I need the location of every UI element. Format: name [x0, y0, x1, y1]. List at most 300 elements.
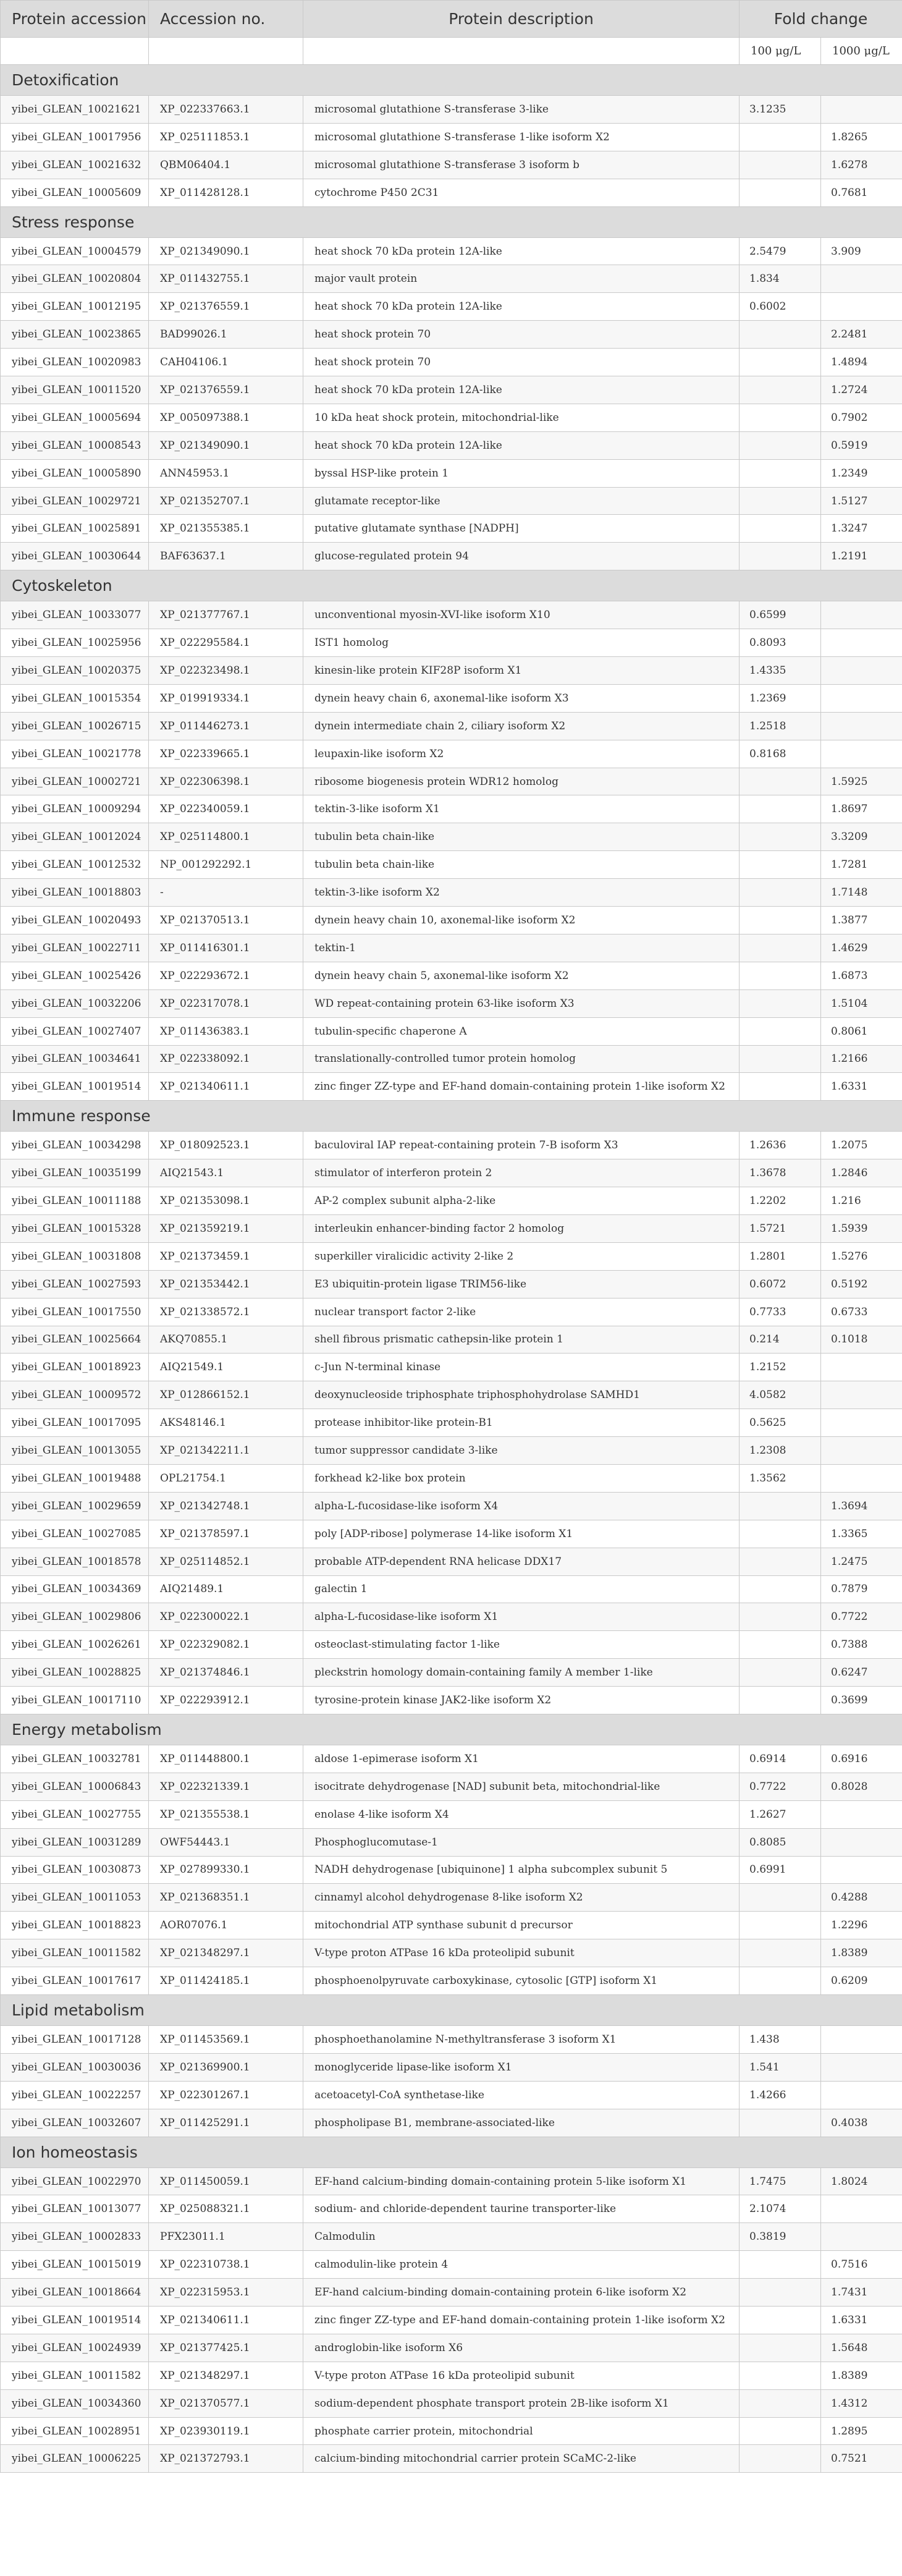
cell-accession: yibei_GLEAN_10025956: [1, 629, 149, 657]
cell-accession-no: XP_021377425.1: [149, 2334, 303, 2362]
table-row: [1, 1800, 902, 1828]
table-row: [1, 1381, 902, 1409]
cell-fold-1000: [821, 712, 902, 740]
table-row: [1, 1073, 902, 1101]
cell-fold-1000: 1.5104: [821, 989, 902, 1017]
cell-description: AP-2 complex subunit alpha-2-like: [303, 1187, 740, 1215]
cell-fold-100: [740, 179, 821, 206]
cell-fold-1000: 0.7388: [821, 1631, 902, 1659]
cell-description: enolase 4-like isoform X4: [303, 1800, 740, 1828]
cell-accession-no: -: [149, 879, 303, 907]
table-header: [1, 1, 902, 65]
cell-fold-100: 1.438: [740, 2026, 821, 2054]
cell-accession: yibei_GLEAN_10009572: [1, 1381, 149, 1409]
cell-fold-100: 0.5625: [740, 1409, 821, 1437]
cell-description: tektin-3-like isoform X1: [303, 795, 740, 823]
section-title: Immune response: [1, 1101, 902, 1132]
cell-fold-100: [740, 934, 821, 962]
cell-fold-100: [740, 459, 821, 487]
cell-fold-100: 2.1074: [740, 2195, 821, 2223]
cell-fold-1000: 0.6209: [821, 1967, 902, 1995]
cell-fold-100: [740, 851, 821, 879]
cell-accession-no: XP_021374846.1: [149, 1659, 303, 1687]
cell-accession: yibei_GLEAN_10019488: [1, 1464, 149, 1492]
table-row: [1, 487, 902, 515]
cell-description: forkhead k2-like box protein: [303, 1464, 740, 1492]
cell-fold-100: [740, 376, 821, 404]
cell-accession: yibei_GLEAN_10017110: [1, 1687, 149, 1714]
cell-fold-1000: 1.3694: [821, 1492, 902, 1520]
cell-description: calcium-binding mitochondrial carrier protein SCaMC-2-like: [303, 2445, 740, 2473]
cell-fold-1000: 1.4629: [821, 934, 902, 962]
cell-accession-no: XP_021376559.1: [149, 376, 303, 404]
cell-fold-1000: 0.8028: [821, 1773, 902, 1800]
cell-description: translationally-controlled tumor protein homolog: [303, 1045, 740, 1073]
table-row: [1, 515, 902, 543]
cell-fold-1000: [821, 1856, 902, 1884]
table-row: [1, 795, 902, 823]
header-protein-accession: Protein accession: [1, 1, 149, 38]
cell-accession: yibei_GLEAN_10030873: [1, 1856, 149, 1884]
cell-description: heat shock 70 kDa protein 12A-like: [303, 293, 740, 321]
cell-description: phospholipase B1, membrane-associated-like: [303, 2109, 740, 2137]
cell-fold-100: [740, 2334, 821, 2362]
cell-accession-no: XP_011453569.1: [149, 2026, 303, 2054]
table-row: [1, 1856, 902, 1884]
cell-fold-1000: [821, 629, 902, 657]
table-row: [1, 712, 902, 740]
cell-fold-100: 1.834: [740, 265, 821, 293]
cell-accession: yibei_GLEAN_10017956: [1, 123, 149, 151]
section-title: Cytoskeleton: [1, 570, 902, 601]
cell-fold-1000: [821, 657, 902, 685]
section-title: Stress response: [1, 206, 902, 237]
table-row: [1, 1242, 902, 1270]
cell-fold-100: 1.3562: [740, 1464, 821, 1492]
cell-accession: yibei_GLEAN_10020493: [1, 907, 149, 934]
cell-fold-100: [740, 1967, 821, 1995]
cell-accession-no: XP_022315953.1: [149, 2279, 303, 2307]
cell-description: pleckstrin homology domain-containing family A member 1-like: [303, 1659, 740, 1687]
cell-fold-100: [740, 1659, 821, 1687]
table-row: [1, 1575, 902, 1603]
table-row: [1, 2334, 902, 2362]
cell-fold-100: [740, 2279, 821, 2307]
cell-fold-100: [740, 795, 821, 823]
cell-accession: yibei_GLEAN_10021778: [1, 740, 149, 768]
cell-fold-100: [740, 515, 821, 543]
header-accession-no: Accession no.: [149, 1, 303, 38]
cell-accession-no: XP_022295584.1: [149, 629, 303, 657]
cell-fold-1000: 1.2724: [821, 376, 902, 404]
cell-accession: yibei_GLEAN_10012024: [1, 823, 149, 851]
cell-fold-1000: [821, 1464, 902, 1492]
cell-description: 10 kDa heat shock protein, mitochondrial-like: [303, 404, 740, 431]
cell-accession-no: XP_021370577.1: [149, 2389, 303, 2417]
cell-accession: yibei_GLEAN_10005609: [1, 179, 149, 206]
cell-accession-no: CAH04106.1: [149, 349, 303, 376]
cell-accession: yibei_GLEAN_10012532: [1, 851, 149, 879]
cell-fold-1000: 1.7148: [821, 879, 902, 907]
cell-fold-100: 0.6914: [740, 1745, 821, 1773]
subheader-dose-1000: 1000 μg/L: [821, 38, 902, 65]
cell-fold-100: 0.6991: [740, 1856, 821, 1884]
cell-fold-100: [740, 1631, 821, 1659]
cell-fold-1000: 1.4894: [821, 349, 902, 376]
cell-accession-no: XP_018092523.1: [149, 1132, 303, 1159]
cell-accession: yibei_GLEAN_10006843: [1, 1773, 149, 1800]
cell-fold-100: [740, 823, 821, 851]
cell-fold-1000: 1.2475: [821, 1548, 902, 1575]
cell-description: dynein heavy chain 5, axonemal-like isoform X2: [303, 962, 740, 989]
table-row: [1, 1745, 902, 1773]
table-row: [1, 376, 902, 404]
cell-fold-100: [740, 404, 821, 431]
cell-fold-100: 0.8168: [740, 740, 821, 768]
cell-fold-1000: 1.8265: [821, 123, 902, 151]
table-row: [1, 1548, 902, 1575]
cell-fold-100: [740, 1939, 821, 1967]
cell-description: interleukin enhancer-binding factor 2 homolog: [303, 1214, 740, 1242]
cell-accession: yibei_GLEAN_10033077: [1, 601, 149, 629]
cell-accession-no: BAF63637.1: [149, 543, 303, 570]
cell-fold-1000: 1.7431: [821, 2279, 902, 2307]
table-row: [1, 907, 902, 934]
table-row: [1, 321, 902, 349]
cell-accession: yibei_GLEAN_10005890: [1, 459, 149, 487]
cell-description: baculoviral IAP repeat-containing protein 7-B isoform X3: [303, 1132, 740, 1159]
cell-fold-1000: [821, 2053, 902, 2081]
cell-fold-1000: [821, 96, 902, 124]
cell-fold-1000: [821, 1828, 902, 1856]
cell-fold-1000: [821, 2195, 902, 2223]
cell-accession: yibei_GLEAN_10029806: [1, 1603, 149, 1631]
cell-accession-no: OPL21754.1: [149, 1464, 303, 1492]
cell-accession: yibei_GLEAN_10022970: [1, 2167, 149, 2195]
cell-accession-no: QBM06404.1: [149, 151, 303, 179]
cell-accession-no: XP_021349090.1: [149, 237, 303, 265]
cell-accession-no: NP_001292292.1: [149, 851, 303, 879]
cell-accession: yibei_GLEAN_10006225: [1, 2445, 149, 2473]
section-header-row: [1, 1101, 902, 1132]
cell-accession: yibei_GLEAN_10018823: [1, 1912, 149, 1939]
table-row: [1, 2417, 902, 2445]
cell-accession-no: AKQ70855.1: [149, 1326, 303, 1354]
table-row: [1, 265, 902, 293]
cell-description: cinnamyl alcohol dehydrogenase 8-like isoform X2: [303, 1884, 740, 1912]
cell-description: probable ATP-dependent RNA helicase DDX17: [303, 1548, 740, 1575]
table-row: [1, 1828, 902, 1856]
cell-description: dynein intermediate chain 2, ciliary isoform X2: [303, 712, 740, 740]
cell-accession-no: XP_022293672.1: [149, 962, 303, 989]
table-row: [1, 629, 902, 657]
cell-accession-no: XP_021373459.1: [149, 1242, 303, 1270]
cell-fold-100: 4.0582: [740, 1381, 821, 1409]
cell-accession-no: XP_011446273.1: [149, 712, 303, 740]
cell-description: heat shock protein 70: [303, 349, 740, 376]
cell-fold-100: 1.2627: [740, 1800, 821, 1828]
cell-fold-100: 1.2308: [740, 1437, 821, 1465]
cell-description: dynein heavy chain 10, axonemal-like isoform X2: [303, 907, 740, 934]
table-row: [1, 349, 902, 376]
cell-description: V-type proton ATPase 16 kDa proteolipid subunit: [303, 1939, 740, 1967]
cell-fold-1000: 1.2166: [821, 1045, 902, 1073]
cell-fold-1000: 0.5919: [821, 431, 902, 459]
table-row: [1, 934, 902, 962]
cell-fold-100: [740, 1603, 821, 1631]
cell-accession: yibei_GLEAN_10024939: [1, 2334, 149, 2362]
cell-fold-1000: [821, 601, 902, 629]
cell-fold-1000: 1.5648: [821, 2334, 902, 2362]
cell-description: IST1 homolog: [303, 629, 740, 657]
cell-accession-no: AIQ21543.1: [149, 1159, 303, 1187]
cell-accession: yibei_GLEAN_10021621: [1, 96, 149, 124]
cell-fold-1000: 1.3877: [821, 907, 902, 934]
cell-description: V-type proton ATPase 16 kDa proteolipid subunit: [303, 2362, 740, 2389]
cell-accession-no: BAD99026.1: [149, 321, 303, 349]
cell-description: zinc finger ZZ-type and EF-hand domain-containing protein 1-like isoform X2: [303, 2307, 740, 2334]
cell-accession: yibei_GLEAN_10002721: [1, 768, 149, 795]
table-row: [1, 293, 902, 321]
cell-description: sodium-dependent phosphate transport protein 2B-like isoform X1: [303, 2389, 740, 2417]
cell-fold-1000: 1.5276: [821, 1242, 902, 1270]
cell-accession-no: OWF54443.1: [149, 1828, 303, 1856]
cell-accession: yibei_GLEAN_10030036: [1, 2053, 149, 2081]
cell-accession: yibei_GLEAN_10017128: [1, 2026, 149, 2054]
cell-fold-100: 3.1235: [740, 96, 821, 124]
table-body: [1, 65, 902, 2473]
cell-accession: yibei_GLEAN_10032781: [1, 1745, 149, 1773]
cell-description: major vault protein: [303, 265, 740, 293]
cell-accession: yibei_GLEAN_10013055: [1, 1437, 149, 1465]
cell-accession: yibei_GLEAN_10029659: [1, 1492, 149, 1520]
table-row: [1, 601, 902, 629]
cell-accession-no: XP_022310738.1: [149, 2251, 303, 2279]
table-row: [1, 2081, 902, 2109]
cell-fold-100: [740, 2251, 821, 2279]
table-row: [1, 459, 902, 487]
cell-fold-100: 0.6002: [740, 293, 821, 321]
cell-accession: yibei_GLEAN_10011582: [1, 2362, 149, 2389]
cell-accession-no: XP_022338092.1: [149, 1045, 303, 1073]
cell-description: superkiller viralicidic activity 2-like 2: [303, 1242, 740, 1270]
cell-accession: yibei_GLEAN_10034360: [1, 2389, 149, 2417]
cell-description: acetoacetyl-CoA synthetase-like: [303, 2081, 740, 2109]
cell-accession: yibei_GLEAN_10004579: [1, 237, 149, 265]
cell-description: byssal HSP-like protein 1: [303, 459, 740, 487]
cell-accession-no: XP_022323498.1: [149, 657, 303, 685]
cell-description: tektin-3-like isoform X2: [303, 879, 740, 907]
table-row: [1, 1631, 902, 1659]
header-fold-change: Fold change: [740, 1, 902, 38]
cell-description: nuclear transport factor 2-like: [303, 1298, 740, 1326]
cell-accession: yibei_GLEAN_10022711: [1, 934, 149, 962]
cell-fold-1000: 1.8024: [821, 2167, 902, 2195]
table-row: [1, 823, 902, 851]
cell-description: leupaxin-like isoform X2: [303, 740, 740, 768]
subheader-empty-1: [1, 38, 149, 65]
table-row: [1, 962, 902, 989]
cell-fold-100: [740, 907, 821, 934]
cell-accession-no: XP_025114800.1: [149, 823, 303, 851]
section-title: Ion homeostasis: [1, 2137, 902, 2167]
cell-accession-no: AKS48146.1: [149, 1409, 303, 1437]
cell-description: microsomal glutathione S-transferase 3-like: [303, 96, 740, 124]
cell-accession: yibei_GLEAN_10034369: [1, 1575, 149, 1603]
cell-accession: yibei_GLEAN_10022257: [1, 2081, 149, 2109]
cell-fold-100: [740, 2389, 821, 2417]
table-row: [1, 1298, 902, 1326]
table-row: [1, 1687, 902, 1714]
table-row: [1, 1159, 902, 1187]
cell-accession-no: XP_022337663.1: [149, 96, 303, 124]
cell-fold-100: [740, 1884, 821, 1912]
cell-accession: yibei_GLEAN_10031289: [1, 1828, 149, 1856]
cell-fold-1000: 0.7516: [821, 2251, 902, 2279]
cell-fold-100: [740, 1045, 821, 1073]
cell-fold-1000: 1.8389: [821, 1939, 902, 1967]
cell-accession: yibei_GLEAN_10025664: [1, 1326, 149, 1354]
section-title: Lipid metabolism: [1, 1995, 902, 2026]
table-row: [1, 2053, 902, 2081]
cell-fold-100: 1.2518: [740, 712, 821, 740]
cell-description: zinc finger ZZ-type and EF-hand domain-containing protein 1-like isoform X2: [303, 1073, 740, 1101]
cell-accession-no: XP_021352707.1: [149, 487, 303, 515]
cell-description: osteoclast-stimulating factor 1-like: [303, 1631, 740, 1659]
cell-accession-no: XP_011436383.1: [149, 1017, 303, 1045]
cell-description: dynein heavy chain 6, axonemal-like isoform X3: [303, 684, 740, 712]
cell-fold-100: [740, 1575, 821, 1603]
cell-fold-100: [740, 349, 821, 376]
cell-fold-1000: [821, 1409, 902, 1437]
table-row: [1, 1017, 902, 1045]
cell-fold-100: [740, 962, 821, 989]
cell-accession: yibei_GLEAN_10034641: [1, 1045, 149, 1073]
cell-accession: yibei_GLEAN_10011582: [1, 1939, 149, 1967]
table-row: [1, 2109, 902, 2137]
cell-accession-no: XP_022321339.1: [149, 1773, 303, 1800]
cell-accession-no: XP_021342748.1: [149, 1492, 303, 1520]
cell-fold-1000: 1.2296: [821, 1912, 902, 1939]
cell-accession-no: AIQ21549.1: [149, 1354, 303, 1381]
cell-accession: yibei_GLEAN_10034298: [1, 1132, 149, 1159]
cell-description: phosphoenolpyruvate carboxykinase, cytosolic [GTP] isoform X1: [303, 1967, 740, 1995]
cell-description: heat shock 70 kDa protein 12A-like: [303, 431, 740, 459]
cell-fold-100: 0.6599: [740, 601, 821, 629]
table-row: [1, 1270, 902, 1298]
cell-fold-1000: 1.5925: [821, 768, 902, 795]
cell-description: cytochrome P450 2C31: [303, 179, 740, 206]
cell-accession: yibei_GLEAN_10015019: [1, 2251, 149, 2279]
cell-accession: yibei_GLEAN_10031808: [1, 1242, 149, 1270]
table-row: [1, 1187, 902, 1215]
table-row: [1, 1492, 902, 1520]
cell-fold-1000: [821, 2081, 902, 2109]
cell-description: protease inhibitor-like protein-B1: [303, 1409, 740, 1437]
cell-fold-100: [740, 879, 821, 907]
cell-accession: yibei_GLEAN_10009294: [1, 795, 149, 823]
cell-accession: yibei_GLEAN_10027085: [1, 1520, 149, 1548]
cell-fold-100: 2.5479: [740, 237, 821, 265]
cell-description: androglobin-like isoform X6: [303, 2334, 740, 2362]
cell-fold-1000: 0.4038: [821, 2109, 902, 2137]
cell-description: heat shock protein 70: [303, 321, 740, 349]
cell-description: WD repeat-containing protein 63-like isoform X3: [303, 989, 740, 1017]
cell-fold-1000: 0.1018: [821, 1326, 902, 1354]
cell-accession: yibei_GLEAN_10030644: [1, 543, 149, 570]
cell-accession-no: XP_021378597.1: [149, 1520, 303, 1548]
table-row: [1, 2307, 902, 2334]
cell-accession-no: XP_022300022.1: [149, 1603, 303, 1631]
table-row: [1, 2167, 902, 2195]
section-header-row: [1, 1995, 902, 2026]
cell-description: glucose-regulated protein 94: [303, 543, 740, 570]
section-header-row: [1, 1714, 902, 1745]
cell-description: aldose 1-epimerase isoform X1: [303, 1745, 740, 1773]
cell-accession-no: XP_011425291.1: [149, 2109, 303, 2137]
cell-accession: yibei_GLEAN_10021632: [1, 151, 149, 179]
cell-accession-no: XP_022306398.1: [149, 768, 303, 795]
cell-fold-1000: 1.7281: [821, 851, 902, 879]
cell-fold-100: [740, 151, 821, 179]
section-header-row: [1, 570, 902, 601]
cell-accession-no: XP_021368351.1: [149, 1884, 303, 1912]
cell-accession: yibei_GLEAN_10032206: [1, 989, 149, 1017]
cell-fold-100: 1.2152: [740, 1354, 821, 1381]
cell-description: mitochondrial ATP synthase subunit d precursor: [303, 1912, 740, 1939]
cell-description: E3 ubiquitin-protein ligase TRIM56-like: [303, 1270, 740, 1298]
cell-fold-100: 0.7722: [740, 1773, 821, 1800]
cell-description: microsomal glutathione S-transferase 3 isoform b: [303, 151, 740, 179]
cell-description: sodium- and chloride-dependent taurine transporter-like: [303, 2195, 740, 2223]
cell-fold-100: 1.3678: [740, 1159, 821, 1187]
cell-fold-1000: [821, 1800, 902, 1828]
cell-fold-1000: 0.6916: [821, 1745, 902, 1773]
cell-accession: yibei_GLEAN_10019514: [1, 1073, 149, 1101]
cell-accession: yibei_GLEAN_10026715: [1, 712, 149, 740]
cell-fold-100: 0.7733: [740, 1298, 821, 1326]
cell-accession: yibei_GLEAN_10028825: [1, 1659, 149, 1687]
cell-fold-100: [740, 1073, 821, 1101]
table-row: [1, 2279, 902, 2307]
table-row: [1, 1912, 902, 1939]
header-row: [1, 1, 902, 38]
cell-description: tyrosine-protein kinase JAK2-like isoform X2: [303, 1687, 740, 1714]
table-row: [1, 879, 902, 907]
cell-description: phosphate carrier protein, mitochondrial: [303, 2417, 740, 2445]
cell-description: Phosphoglucomutase-1: [303, 1828, 740, 1856]
cell-accession: yibei_GLEAN_10023865: [1, 321, 149, 349]
table-row: [1, 1603, 902, 1631]
cell-fold-1000: [821, 1354, 902, 1381]
cell-fold-100: [740, 487, 821, 515]
cell-fold-1000: 1.6278: [821, 151, 902, 179]
cell-accession-no: XP_021342211.1: [149, 1437, 303, 1465]
cell-accession: yibei_GLEAN_10015354: [1, 684, 149, 712]
cell-fold-1000: 0.7722: [821, 1603, 902, 1631]
cell-accession: yibei_GLEAN_10015328: [1, 1214, 149, 1242]
cell-fold-1000: 0.7902: [821, 404, 902, 431]
cell-description: alpha-L-fucosidase-like isoform X1: [303, 1603, 740, 1631]
cell-description: tektin-1: [303, 934, 740, 962]
cell-accession-no: XP_025111853.1: [149, 123, 303, 151]
cell-fold-1000: [821, 293, 902, 321]
cell-fold-100: [740, 768, 821, 795]
cell-accession-no: AIQ21489.1: [149, 1575, 303, 1603]
table-row: [1, 1939, 902, 1967]
cell-accession: yibei_GLEAN_10017617: [1, 1967, 149, 1995]
table-row: [1, 123, 902, 151]
